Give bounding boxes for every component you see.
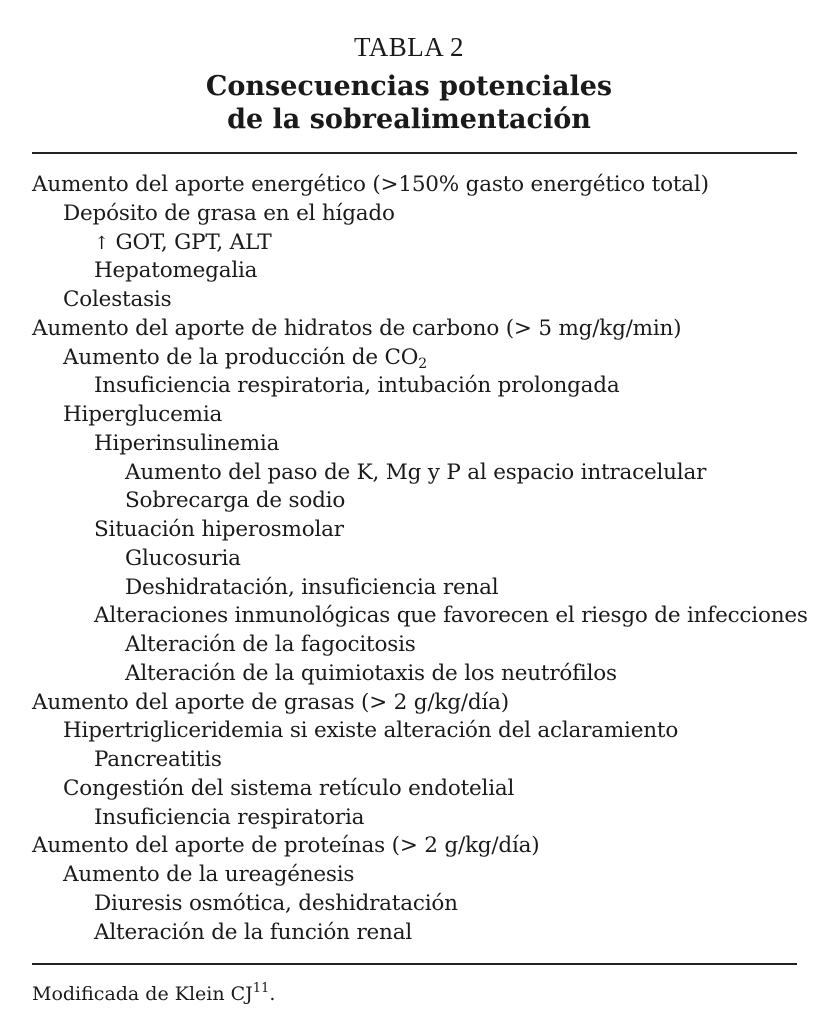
table-row: Diuresis osmótica, deshidratación <box>94 890 458 916</box>
table-row: Depósito de grasa en el hígado <box>63 200 395 226</box>
table-title <box>0 70 818 136</box>
table-row: Situación hiperosmolar <box>94 517 344 542</box>
subscript: 2 <box>418 355 427 372</box>
table-row: Hiperglucemia <box>63 402 223 427</box>
table-row: Hipertrigliceridemia si existe alteración del aclaramiento <box>63 718 679 744</box>
table-row: Colestasis <box>63 287 172 312</box>
table-row: Insuficiencia respiratoria <box>94 804 365 830</box>
footnote-text: Modificada de Klein CJ <box>32 983 253 1005</box>
table-row: Aumento del aporte de grasas (> 2 g/kg/día) <box>32 689 509 715</box>
up-arrow-icon: ↑ <box>94 232 109 254</box>
table-row: Alteraciones inmunológicas que favorecen el riesgo de infecciones <box>94 603 808 629</box>
table-row: Congestión del sistema retículo endotelial <box>63 775 515 801</box>
table-row: Sobrecarga de sodio <box>125 488 346 514</box>
row-text: Aumento de la producción de CO <box>63 344 419 370</box>
table-title-line-2: de la sobrealimentación <box>227 104 591 135</box>
bottom-rule <box>32 963 797 965</box>
table-row: Hepatomegalia <box>94 258 258 284</box>
table-title-line-1: Consecuencias potenciales <box>205 71 613 102</box>
table-row: Insuficiencia respiratoria, intubación prolongada <box>94 373 620 399</box>
table-row: Alteración de la fagocitosis <box>125 632 416 657</box>
table-row: Hiperinsulinemia <box>94 430 280 456</box>
table-row: Alteración de la quimiotaxis de los neutrófilos <box>125 660 617 686</box>
table-row <box>32 229 812 258</box>
table-row: Alteración de la función renal <box>94 919 412 945</box>
table-row: Aumento del aporte de proteínas (> 2 g/kg/día) <box>32 833 540 859</box>
table-row <box>32 344 812 373</box>
footnote-reference: 11 <box>252 981 270 996</box>
top-rule <box>32 152 797 154</box>
table-row: Aumento del paso de K, Mg y P al espacio intracelular <box>125 459 707 485</box>
table-row: Aumento del aporte energético (>150% gasto energético total) <box>32 172 709 197</box>
table-row: Pancreatitis <box>94 747 222 772</box>
table-row: Glucosuria <box>125 545 241 571</box>
row-text: GOT, GPT, ALT <box>115 229 272 255</box>
table-row: Aumento de la ureagénesis <box>63 862 355 887</box>
table-row: Deshidratación, insuficiencia renal <box>125 574 499 600</box>
table-label: TABLA 2 <box>353 32 465 62</box>
footnote <box>32 983 275 1005</box>
table-body <box>32 171 812 947</box>
table-row: Aumento del aporte de hidratos de carbono (> 5 mg/kg/min) <box>32 315 682 341</box>
footnote-end: . <box>269 983 276 1005</box>
